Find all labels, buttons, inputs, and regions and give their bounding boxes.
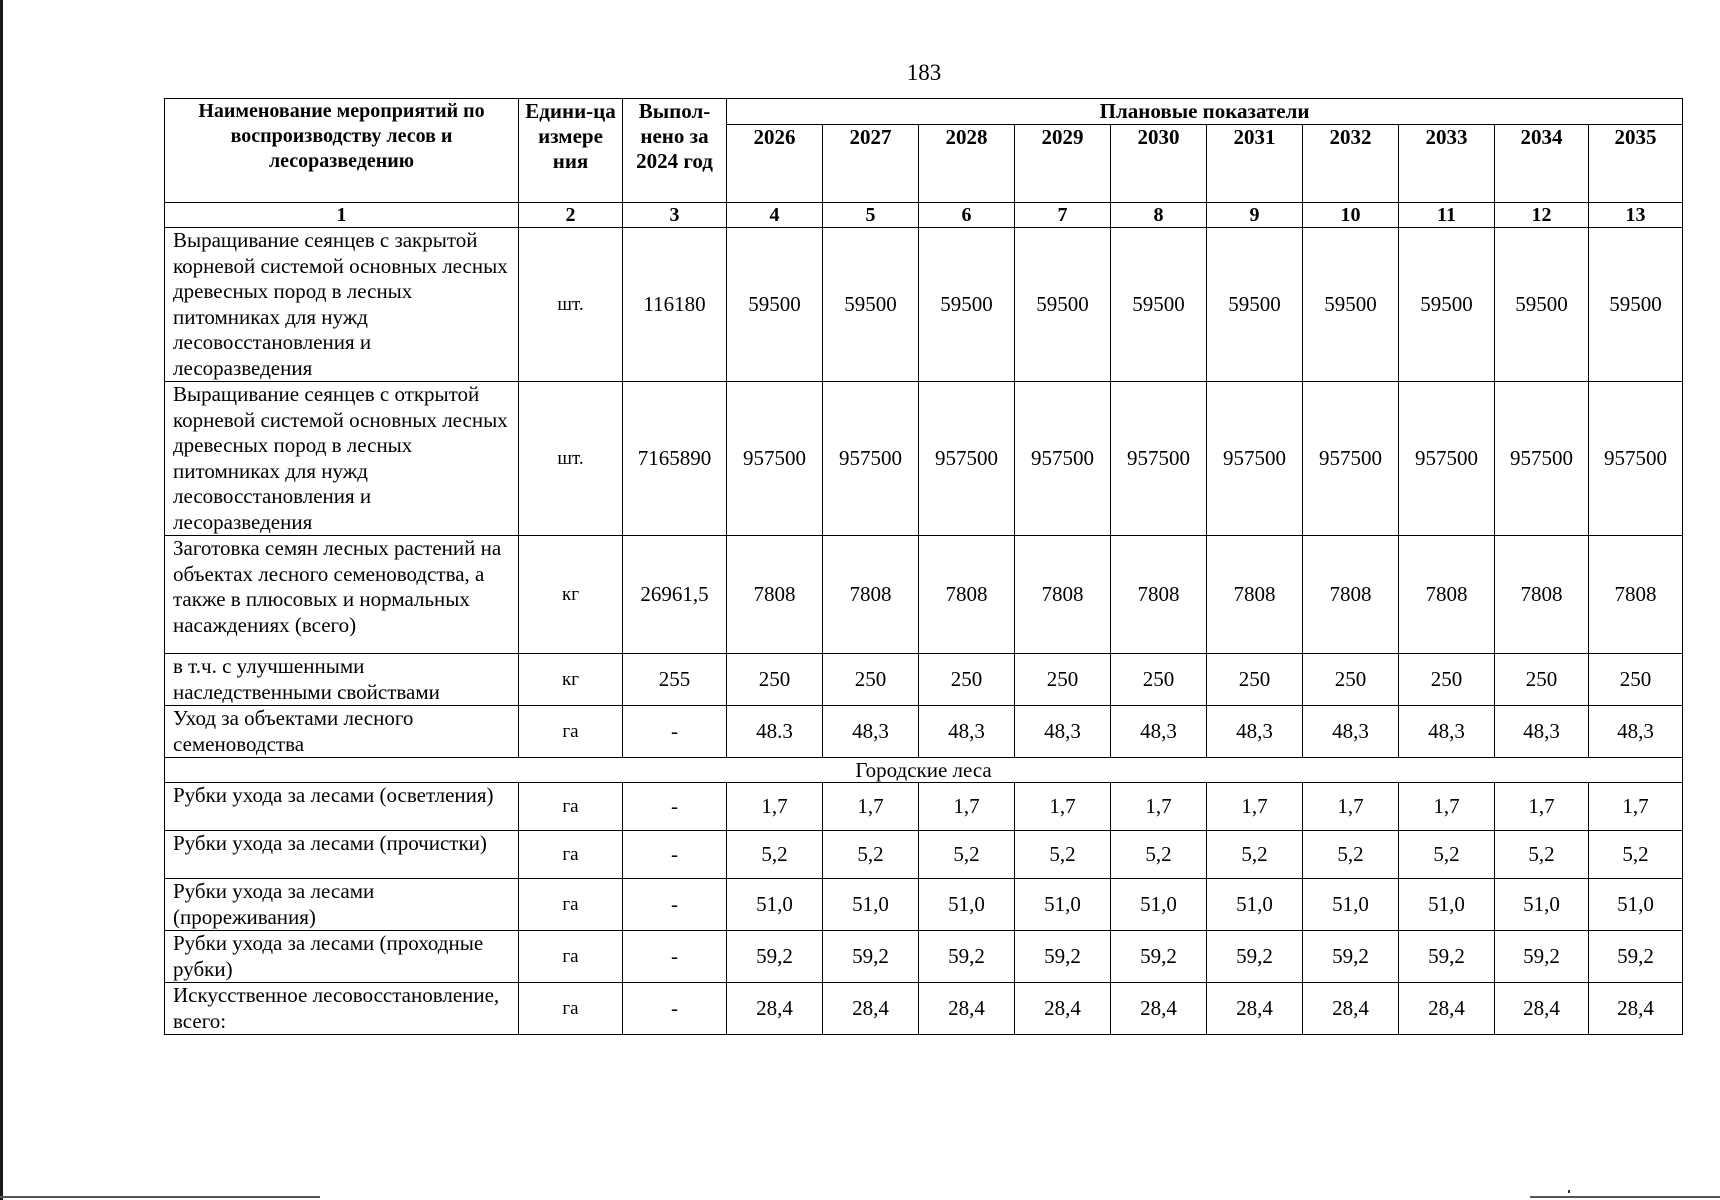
column-number: 11 <box>1399 203 1495 228</box>
plan-value-cell: 28,4 <box>1015 983 1111 1035</box>
year-header: 2027 <box>823 125 919 203</box>
table-row <box>165 536 1683 654</box>
plan-value-cell: 51,0 <box>1207 879 1303 931</box>
plan-value-cell: 51,0 <box>1399 879 1495 931</box>
plan-value-cell: 250 <box>1111 654 1207 706</box>
year-header: 2030 <box>1111 125 1207 203</box>
plan-value-cell: 28,4 <box>1303 983 1399 1035</box>
plan-value-cell: 7808 <box>823 536 919 654</box>
unit-cell: шт. <box>519 228 623 382</box>
table-row <box>165 983 1683 1035</box>
unit-cell: га <box>519 879 623 931</box>
plan-value-cell: 1,7 <box>1303 783 1399 831</box>
plan-value-cell: 28,4 <box>1207 983 1303 1035</box>
plan-value-cell: 59,2 <box>727 931 823 983</box>
unit-cell: шт. <box>519 382 623 536</box>
plan-value-cell: 51,0 <box>823 879 919 931</box>
plan-value-cell: 51,0 <box>727 879 823 931</box>
plan-value-cell: 7808 <box>1303 536 1399 654</box>
plan-value-cell: 1,7 <box>823 783 919 831</box>
plan-value-cell: 59,2 <box>1015 931 1111 983</box>
plan-value-cell: 1,7 <box>1495 783 1589 831</box>
plan-value-cell: 28,4 <box>823 983 919 1035</box>
activity-name: Уход за объектами лесного семеноводства <box>165 706 519 758</box>
done-2024-cell: 26961,5 <box>623 536 727 654</box>
plan-value-cell: 51,0 <box>1111 879 1207 931</box>
plan-value-cell: 59500 <box>1495 228 1589 382</box>
scan-artifact <box>1568 1190 1570 1193</box>
column-number: 13 <box>1589 203 1683 228</box>
activity-name: в т.ч. с улучшенными наследственными свойствами <box>165 654 519 706</box>
activity-name: Искусственное лесовосстановление, всего: <box>165 983 519 1035</box>
plan-value-cell: 59,2 <box>919 931 1015 983</box>
plan-value-cell: 5,2 <box>1589 831 1683 879</box>
plan-value-cell: 250 <box>919 654 1015 706</box>
plan-value-cell: 48,3 <box>1495 706 1589 758</box>
activity-name: Рубки ухода за лесами (проходные рубки) <box>165 931 519 983</box>
scan-artifact <box>1530 1196 1720 1198</box>
plan-value-cell: 957500 <box>1589 382 1683 536</box>
plan-value-cell: 5,2 <box>1207 831 1303 879</box>
plan-value-cell: 5,2 <box>727 831 823 879</box>
table-row <box>165 654 1683 706</box>
plan-value-cell: 5,2 <box>1303 831 1399 879</box>
unit-cell: га <box>519 831 623 879</box>
plan-value-cell: 1,7 <box>1589 783 1683 831</box>
plan-value-cell: 48,3 <box>1207 706 1303 758</box>
plan-value-cell: 7808 <box>1399 536 1495 654</box>
plan-value-cell: 59500 <box>919 228 1015 382</box>
header-done-2024: Выпол-нено за 2024 год <box>623 99 727 203</box>
plan-value-cell: 957500 <box>1015 382 1111 536</box>
plan-value-cell: 48,3 <box>919 706 1015 758</box>
plan-value-cell: 7808 <box>919 536 1015 654</box>
plan-value-cell: 957500 <box>1303 382 1399 536</box>
plan-value-cell: 59,2 <box>1207 931 1303 983</box>
plan-value-cell: 5,2 <box>1015 831 1111 879</box>
plan-value-cell: 5,2 <box>823 831 919 879</box>
done-2024-cell: 7165890 <box>623 382 727 536</box>
plan-value-cell: 51,0 <box>1015 879 1111 931</box>
plan-value-cell: 7808 <box>1111 536 1207 654</box>
plan-value-cell: 250 <box>1399 654 1495 706</box>
plan-value-cell: 5,2 <box>1111 831 1207 879</box>
plan-value-cell: 250 <box>823 654 919 706</box>
activity-name: Выращивание сеянцев с закрытой корневой системой основных лесных древесных пород в лесных питомниках для нужд лесовосстановления и лесоразведения <box>165 228 519 382</box>
plan-value-cell: 250 <box>1303 654 1399 706</box>
plan-value-cell: 957500 <box>1207 382 1303 536</box>
column-number: 4 <box>727 203 823 228</box>
plan-value-cell: 957500 <box>1495 382 1589 536</box>
column-number: 5 <box>823 203 919 228</box>
plan-value-cell: 1,7 <box>1111 783 1207 831</box>
plan-value-cell: 48,3 <box>1589 706 1683 758</box>
activity-name: Рубки ухода за лесами (прочистки) <box>165 831 519 879</box>
plan-value-cell: 59,2 <box>1495 931 1589 983</box>
plan-value-cell: 250 <box>1207 654 1303 706</box>
table-row <box>165 706 1683 758</box>
plan-value-cell: 5,2 <box>919 831 1015 879</box>
year-header: 2032 <box>1303 125 1399 203</box>
plan-value-cell: 59500 <box>1207 228 1303 382</box>
table-row <box>165 228 1683 382</box>
header-unit: Едини-ца измере ния <box>519 99 623 203</box>
year-header: 2033 <box>1399 125 1495 203</box>
done-2024-cell: - <box>623 931 727 983</box>
done-2024-cell: - <box>623 831 727 879</box>
page-number: 183 <box>906 60 942 85</box>
table-row <box>165 783 1683 831</box>
plan-value-cell: 957500 <box>1399 382 1495 536</box>
unit-cell: кг <box>519 654 623 706</box>
plan-value-cell: 59500 <box>1111 228 1207 382</box>
column-number: 6 <box>919 203 1015 228</box>
plan-value-cell: 7808 <box>1495 536 1589 654</box>
plan-value-cell: 59500 <box>1015 228 1111 382</box>
done-2024-cell: 255 <box>623 654 727 706</box>
table-row <box>165 879 1683 931</box>
plan-value-cell: 1,7 <box>1015 783 1111 831</box>
column-number: 2 <box>519 203 623 228</box>
plan-value-cell: 59500 <box>823 228 919 382</box>
plan-value-cell: 957500 <box>919 382 1015 536</box>
column-number: 12 <box>1495 203 1589 228</box>
table-row <box>165 831 1683 879</box>
plan-value-cell: 59,2 <box>1303 931 1399 983</box>
plan-value-cell: 957500 <box>823 382 919 536</box>
scan-edge <box>0 0 3 1200</box>
table-row <box>165 382 1683 536</box>
header-planned-indicators: Плановые показатели <box>727 99 1683 125</box>
activity-name: Рубки ухода за лесами (осветления) <box>165 783 519 831</box>
unit-cell: га <box>519 783 623 831</box>
plan-value-cell: 28,4 <box>1111 983 1207 1035</box>
plan-value-cell: 7808 <box>1589 536 1683 654</box>
plan-value-cell: 59500 <box>727 228 823 382</box>
header-activity-name: Наименование мероприятий по воспроизводству лесов и лесоразведению <box>165 99 519 203</box>
column-number: 1 <box>165 203 519 228</box>
plan-value-cell: 5,2 <box>1495 831 1589 879</box>
table-row <box>165 931 1683 983</box>
done-2024-cell: 116180 <box>623 228 727 382</box>
plan-value-cell: 59500 <box>1589 228 1683 382</box>
plan-value-cell: 1,7 <box>1399 783 1495 831</box>
year-header: 2026 <box>727 125 823 203</box>
plan-value-cell: 957500 <box>1111 382 1207 536</box>
done-2024-cell: - <box>623 783 727 831</box>
plan-value-cell: 48,3 <box>1015 706 1111 758</box>
plan-value-cell: 7808 <box>1015 536 1111 654</box>
unit-cell: га <box>519 931 623 983</box>
plan-value-cell: 51,0 <box>1495 879 1589 931</box>
scan-artifact <box>0 1196 320 1198</box>
plan-value-cell: 48,3 <box>823 706 919 758</box>
plan-value-cell: 957500 <box>727 382 823 536</box>
activity-name: Выращивание сеянцев с открытой корневой системой основных лесных древесных пород в лесных питомниках для нужд лесовосстановления и лесоразведения <box>165 382 519 536</box>
plan-value-cell: 59,2 <box>1589 931 1683 983</box>
plan-value-cell: 1,7 <box>1207 783 1303 831</box>
plan-value-cell: 28,4 <box>727 983 823 1035</box>
plan-value-cell: 51,0 <box>1589 879 1683 931</box>
unit-cell: га <box>519 706 623 758</box>
plan-value-cell: 51,0 <box>919 879 1015 931</box>
year-header: 2029 <box>1015 125 1111 203</box>
plan-value-cell: 250 <box>727 654 823 706</box>
plan-value-cell: 51,0 <box>1303 879 1399 931</box>
done-2024-cell: - <box>623 983 727 1035</box>
column-number: 3 <box>623 203 727 228</box>
year-header: 2028 <box>919 125 1015 203</box>
column-number: 7 <box>1015 203 1111 228</box>
unit-cell: кг <box>519 536 623 654</box>
plan-value-cell: 59500 <box>1399 228 1495 382</box>
plan-value-cell: 250 <box>1015 654 1111 706</box>
column-number: 9 <box>1207 203 1303 228</box>
plan-value-cell: 1,7 <box>919 783 1015 831</box>
done-2024-cell: - <box>623 879 727 931</box>
plan-value-cell: 48,3 <box>1303 706 1399 758</box>
year-header: 2035 <box>1589 125 1683 203</box>
plan-value-cell: 48,3 <box>1111 706 1207 758</box>
column-number: 10 <box>1303 203 1399 228</box>
activity-name: Заготовка семян лесных растений на объектах лесного семеноводства, а также в плюсовых и нормальных насаждениях (всего) <box>165 536 519 654</box>
plan-value-cell: 28,4 <box>919 983 1015 1035</box>
plan-value-cell: 1,7 <box>727 783 823 831</box>
plan-value-cell: 7808 <box>727 536 823 654</box>
plan-value-cell: 59500 <box>1303 228 1399 382</box>
plan-value-cell: 5,2 <box>1399 831 1495 879</box>
year-header: 2031 <box>1207 125 1303 203</box>
plan-value-cell: 59,2 <box>823 931 919 983</box>
plan-value-cell: 7808 <box>1207 536 1303 654</box>
plan-value-cell: 59,2 <box>1399 931 1495 983</box>
forest-reproduction-table <box>164 98 1683 1035</box>
plan-value-cell: 48.3 <box>727 706 823 758</box>
plan-value-cell: 250 <box>1589 654 1683 706</box>
plan-value-cell: 28,4 <box>1589 983 1683 1035</box>
activity-name: Рубки ухода за лесами (прореживания) <box>165 879 519 931</box>
column-number: 8 <box>1111 203 1207 228</box>
plan-value-cell: 28,4 <box>1495 983 1589 1035</box>
year-header: 2034 <box>1495 125 1589 203</box>
done-2024-cell: - <box>623 706 727 758</box>
plan-value-cell: 250 <box>1495 654 1589 706</box>
plan-value-cell: 48,3 <box>1399 706 1495 758</box>
plan-value-cell: 28,4 <box>1399 983 1495 1035</box>
section-title: Городские леса <box>165 758 1683 783</box>
plan-value-cell: 59,2 <box>1111 931 1207 983</box>
unit-cell: га <box>519 983 623 1035</box>
